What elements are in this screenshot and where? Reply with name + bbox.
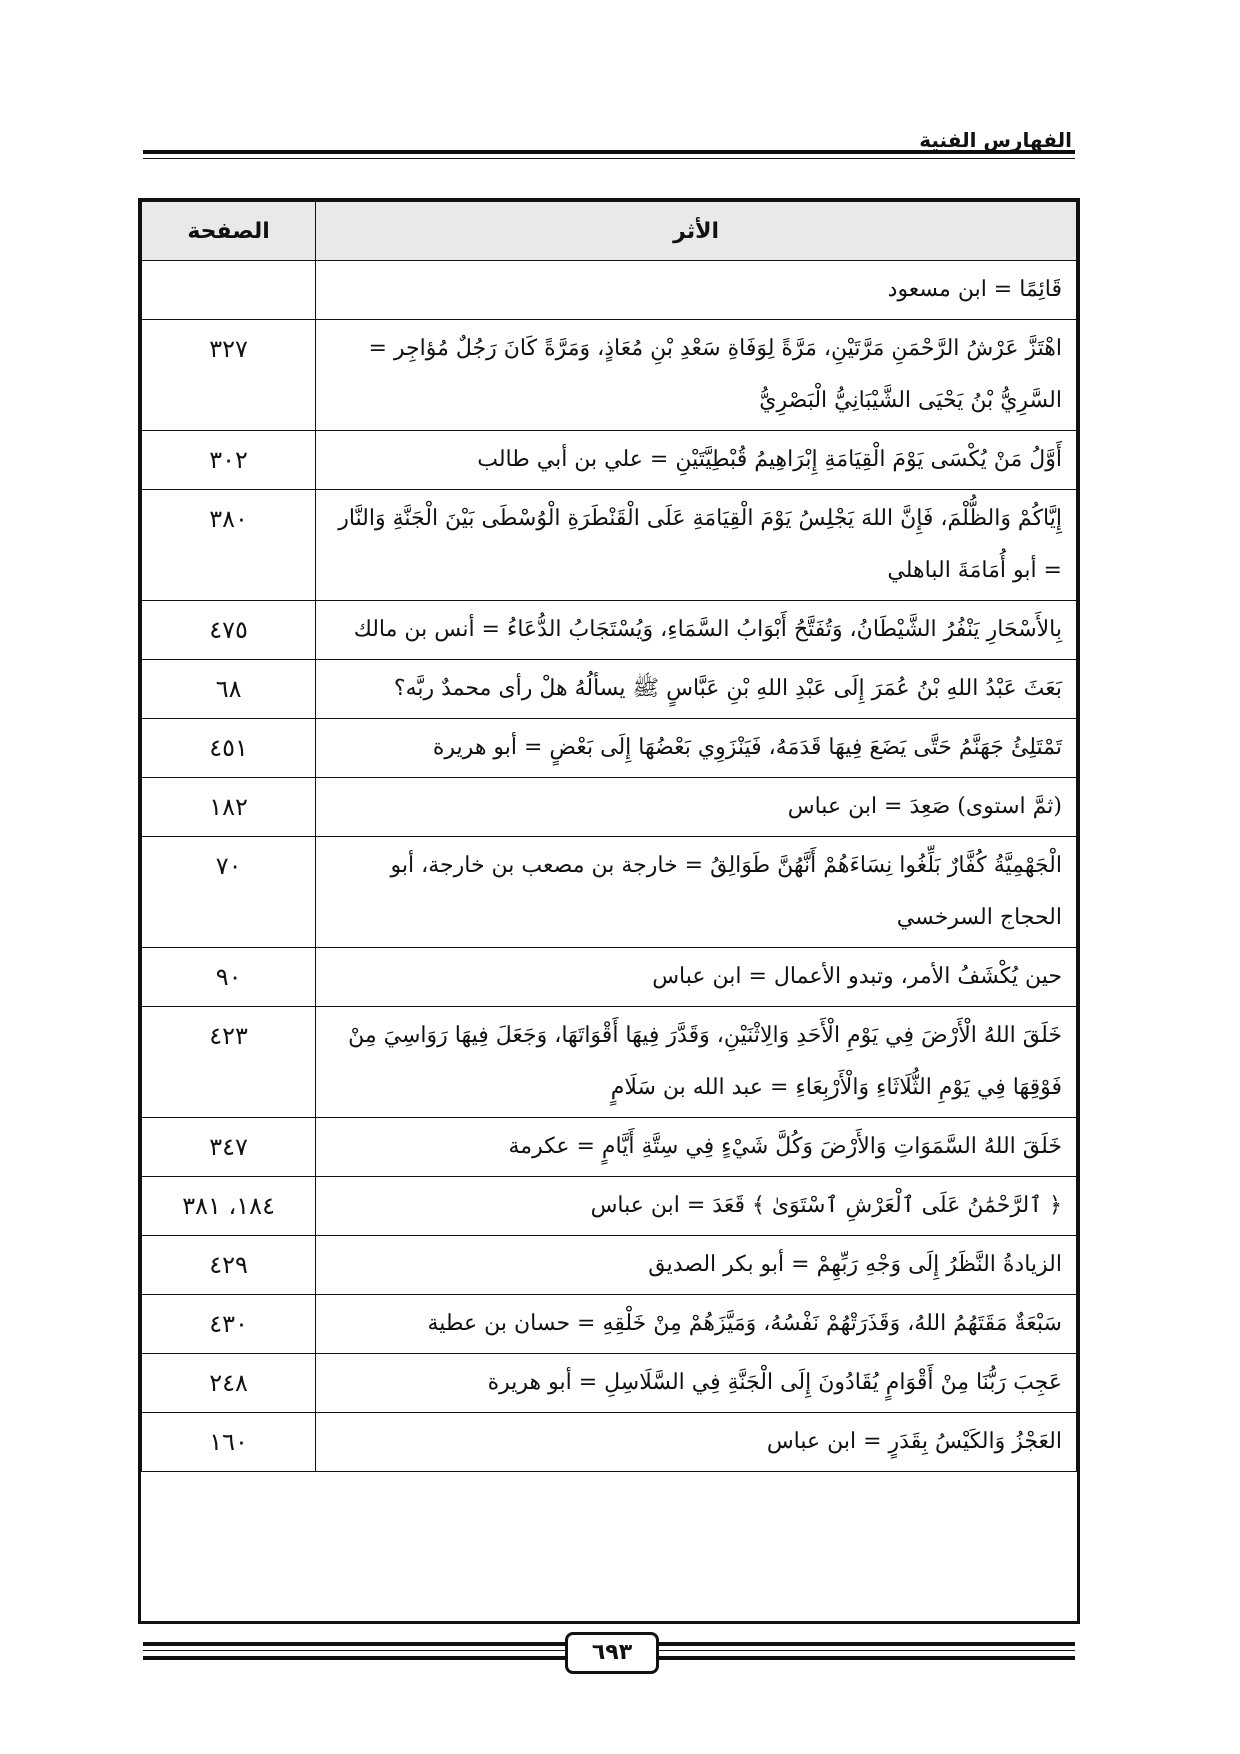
table-row bbox=[142, 1007, 1077, 1118]
table-row bbox=[142, 261, 1077, 320]
page-reference: ٤٢٣ bbox=[142, 1007, 316, 1118]
page-reference: ٤٣٠ bbox=[142, 1295, 316, 1354]
table-row bbox=[142, 1295, 1077, 1354]
athar-index-table bbox=[141, 201, 1077, 1472]
table-row bbox=[142, 1413, 1077, 1472]
athar-text: الزيادةُ النَّظَرُ إِلَى وَجْهِ رَبِّهِمْ = أبو بكر الصديق bbox=[316, 1236, 1077, 1295]
column-header-athar: الأثر bbox=[316, 202, 1077, 261]
athar-text: أَوَّلُ مَنْ يُكْسَى يَوْمَ الْقِيَامَةِ إِبْرَاهِيمُ قُبْطِيَّتَيْنِ = علي بن أبي طالب bbox=[316, 431, 1077, 490]
page-reference: ١٨٤، ٣٨١ bbox=[142, 1177, 316, 1236]
header-rule bbox=[143, 150, 1075, 154]
page-number: ٦٩٣ bbox=[565, 1632, 659, 1674]
athar-text: ﴿ ٱلرَّحْمَٰنُ عَلَى ٱلْعَرْشِ ٱسْتَوَىٰ ﴾ قَعَدَ = ابن عباس bbox=[316, 1177, 1077, 1236]
index-table-frame bbox=[138, 198, 1080, 1624]
table-row bbox=[142, 778, 1077, 837]
table-row bbox=[142, 601, 1077, 660]
athar-text: خَلَقَ اللهُ السَّمَوَاتِ وَالأَرْضَ وَكُلَّ شَيْءٍ فِي سِتَّةِ أَيَّامٍ = عكرمة bbox=[316, 1118, 1077, 1177]
athar-text: تَمْتَلِئُ جَهَنَّمُ حَتَّى يَضَعَ فِيهَا قَدَمَهُ، فَيَنْزَوِي بَعْضُهَا إِلَى بَعْضٍ = أبو هريرة bbox=[316, 719, 1077, 778]
athar-text: قَائِمًا = ابن مسعود bbox=[316, 261, 1077, 320]
athar-text: الْجَهْمِيَّةُ كُفَّارٌ بَلِّغُوا نِسَاءَهُمْ أَنَّهُنَّ طَوَالِقُ = خارجة بن مصعب بن خارجة، أبو الحجاج السرخسي bbox=[316, 837, 1077, 948]
page-reference: ٣٨٠ bbox=[142, 490, 316, 601]
table-row bbox=[142, 1118, 1077, 1177]
page-reference: ٤٢٩ bbox=[142, 1236, 316, 1295]
athar-text: خَلَقَ اللهُ الْأَرْضَ فِي يَوْمِ الْأَحَدِ وَالِاثْنَيْنِ، وَقَدَّرَ فِيهَا أَقْوَاتَهَا، وَجَعَلَ فِيهَا رَوَاسِيَ مِنْ فَوْقِهَا فِي يَوْمِ الثُّلَاثَاءِ وَالْأَرْبِعَاءِ = عبد الله بن سَلَامٍ bbox=[316, 1007, 1077, 1118]
page-reference: ٣٠٢ bbox=[142, 431, 316, 490]
table-row bbox=[142, 1236, 1077, 1295]
table-row bbox=[142, 719, 1077, 778]
athar-text: حين يُكْشَفُ الأمر، وتبدو الأعمال = ابن عباس bbox=[316, 948, 1077, 1007]
table-header-row bbox=[142, 202, 1077, 261]
table-row bbox=[142, 490, 1077, 601]
column-header-page: الصفحة bbox=[142, 202, 316, 261]
page-reference: ٩٠ bbox=[142, 948, 316, 1007]
page-reference: ٢٤٨ bbox=[142, 1354, 316, 1413]
athar-text: العَجْزُ وَالكَيْسُ بِقَدَرٍ = ابن عباس bbox=[316, 1413, 1077, 1472]
athar-text: اهْتَزَّ عَرْشُ الرَّحْمَنِ مَرَّتَيْنِ، مَرَّةً لِوَفَاةِ سَعْدِ بْنِ مُعَاذٍ، وَمَرَّةً كَانَ رَجُلٌ مُؤاجِر = السَّرِيُّ بْنُ يَحْيَى الشَّيْبَانِيُّ الْبَصْرِيُّ bbox=[316, 320, 1077, 431]
athar-text: (ثمَّ استوى) صَعِدَ = ابن عباس bbox=[316, 778, 1077, 837]
table-row bbox=[142, 837, 1077, 948]
table-row bbox=[142, 431, 1077, 490]
page-reference: ٤٧٥ bbox=[142, 601, 316, 660]
table-row bbox=[142, 1177, 1077, 1236]
running-header: الفهارس الفنية bbox=[919, 128, 1072, 152]
table-row bbox=[142, 948, 1077, 1007]
table-row bbox=[142, 660, 1077, 719]
athar-text: عَجِبَ رَبُّنَا مِنْ أَقْوَامٍ يُقَادُونَ إِلَى الْجَنَّةِ فِي السَّلَاسِلِ = أبو هريرة bbox=[316, 1354, 1077, 1413]
page-reference: ٣٤٧ bbox=[142, 1118, 316, 1177]
page-reference: ٧٠ bbox=[142, 837, 316, 948]
athar-text: إِيَّاكُمْ وَالظُّلْمَ، فَإِنَّ اللهَ يَجْلِسُ يَوْمَ الْقِيَامَةِ عَلَى الْقَنْطَرَةِ الْوُسْطَى بَيْنَ الْجَنَّةِ وَالنَّار = أبو أُمَامَةَ الباهلي bbox=[316, 490, 1077, 601]
header-rule-thin bbox=[143, 158, 1075, 159]
table-row bbox=[142, 1354, 1077, 1413]
athar-text: سَبْعَةٌ مَقَتَهُمُ اللهُ، وَقَذَرَتْهُمْ نَفْسُهُ، وَمَيَّزَهُمْ مِنْ خَلْقِهِ = حسان بن عطية bbox=[316, 1295, 1077, 1354]
page-reference bbox=[142, 261, 316, 320]
page-reference: ٦٨ bbox=[142, 660, 316, 719]
athar-text: بَعَثَ عَبْدُ اللهِ بْنُ عُمَرَ إِلَى عَبْدِ اللهِ بْنِ عَبَّاسٍ ﷺ يسألُهُ هلْ رأى محمدٌ ربَّه؟ bbox=[316, 660, 1077, 719]
table-row bbox=[142, 320, 1077, 431]
page-reference: ١٨٢ bbox=[142, 778, 316, 837]
athar-text: بِالأَسْحَارِ يَنْفُرُ الشَّيْطَانُ، وَتُفَتَّحُ أَبْوَابُ السَّمَاءِ، وَيُسْتَجَابُ الدُّعَاءُ = أنس بن مالك bbox=[316, 601, 1077, 660]
page-reference: ٤٥١ bbox=[142, 719, 316, 778]
page-reference: ١٦٠ bbox=[142, 1413, 316, 1472]
page-reference: ٣٢٧ bbox=[142, 320, 316, 431]
